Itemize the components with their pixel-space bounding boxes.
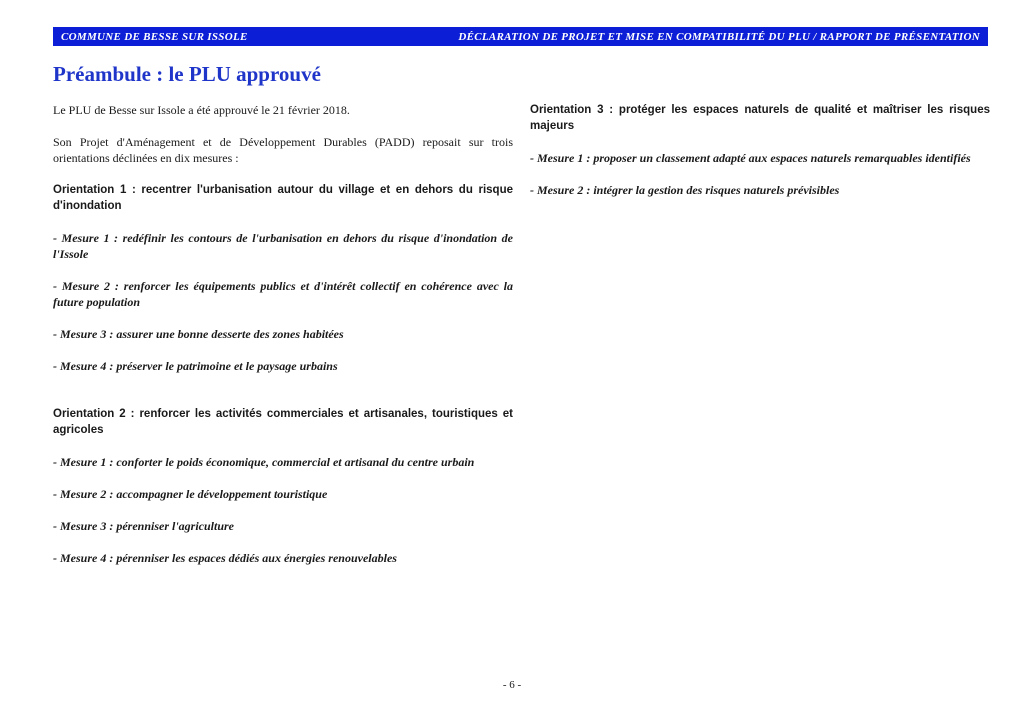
- left-column: [53, 102, 513, 582]
- orientation-1-mesure-3: - Mesure 3 : assurer une bonne desserte des zones habitées: [53, 327, 344, 341]
- orientation-1-mesure-4: - Mesure 4 : préserver le patrimoine et le paysage urbains: [53, 359, 338, 373]
- orientation-1-mesure-2: - Mesure 2 : renforcer les équipements publics et d'intérêt collectif en cohérence avec la future population: [53, 279, 513, 309]
- orientation-3-heading: Orientation 3 : protéger les espaces naturels de qualité et maîtriser les risques majeurs: [530, 104, 990, 132]
- orientation-2-heading: Orientation 2 : renforcer les activités commerciales et artisanales, touristiques et agricoles: [53, 408, 513, 436]
- orientation-2-mesure-1: - Mesure 1 : conforter le poids économique, commercial et artisanal du centre urbain: [53, 455, 475, 469]
- section-spacer: [53, 390, 513, 406]
- right-column: [530, 102, 990, 214]
- orientation-2-mesure-4: - Mesure 4 : pérenniser les espaces dédiés aux énergies renouvelables: [53, 551, 397, 565]
- page-number: - 6 -: [502, 679, 522, 691]
- orientation-3-mesure-1: - Mesure 1 : proposer un classement adapté aux espaces naturels remarquables identifiés: [530, 151, 971, 165]
- orientation-2-mesure-3: - Mesure 3 : pérenniser l'agriculture: [53, 519, 235, 533]
- header-document-type: DÉCLARATION DE PROJET ET MISE EN COMPATIBILITÉ DU PLU / RAPPORT DE PRÉSENTATION: [458, 30, 980, 43]
- orientation-1-heading: Orientation 1 : recentrer l'urbanisation autour du village et en dehors du risque d'inondation: [53, 184, 513, 212]
- orientation-2-mesure-2: - Mesure 2 : accompagner le développement touristique: [53, 487, 328, 501]
- document-header-bar: [53, 27, 988, 46]
- orientation-1-mesure-1: - Mesure 1 : redéfinir les contours de l'urbanisation en dehors du risque d'inondation de l'Issole: [53, 231, 513, 261]
- intro-approval: Le PLU de Besse sur Issole a été approuvé le 21 février 2018.: [53, 103, 350, 117]
- header-commune: COMMUNE DE BESSE SUR ISSOLE: [61, 30, 248, 43]
- intro-padd: Son Projet d'Aménagement et de Développement Durables (PADD) reposait sur trois orientations déclinées en dix mesures :: [53, 135, 513, 165]
- orientation-3-mesure-2: - Mesure 2 : intégrer la gestion des risques naturels prévisibles: [530, 183, 840, 197]
- page-title: Préambule : le PLU approuvé: [53, 62, 321, 86]
